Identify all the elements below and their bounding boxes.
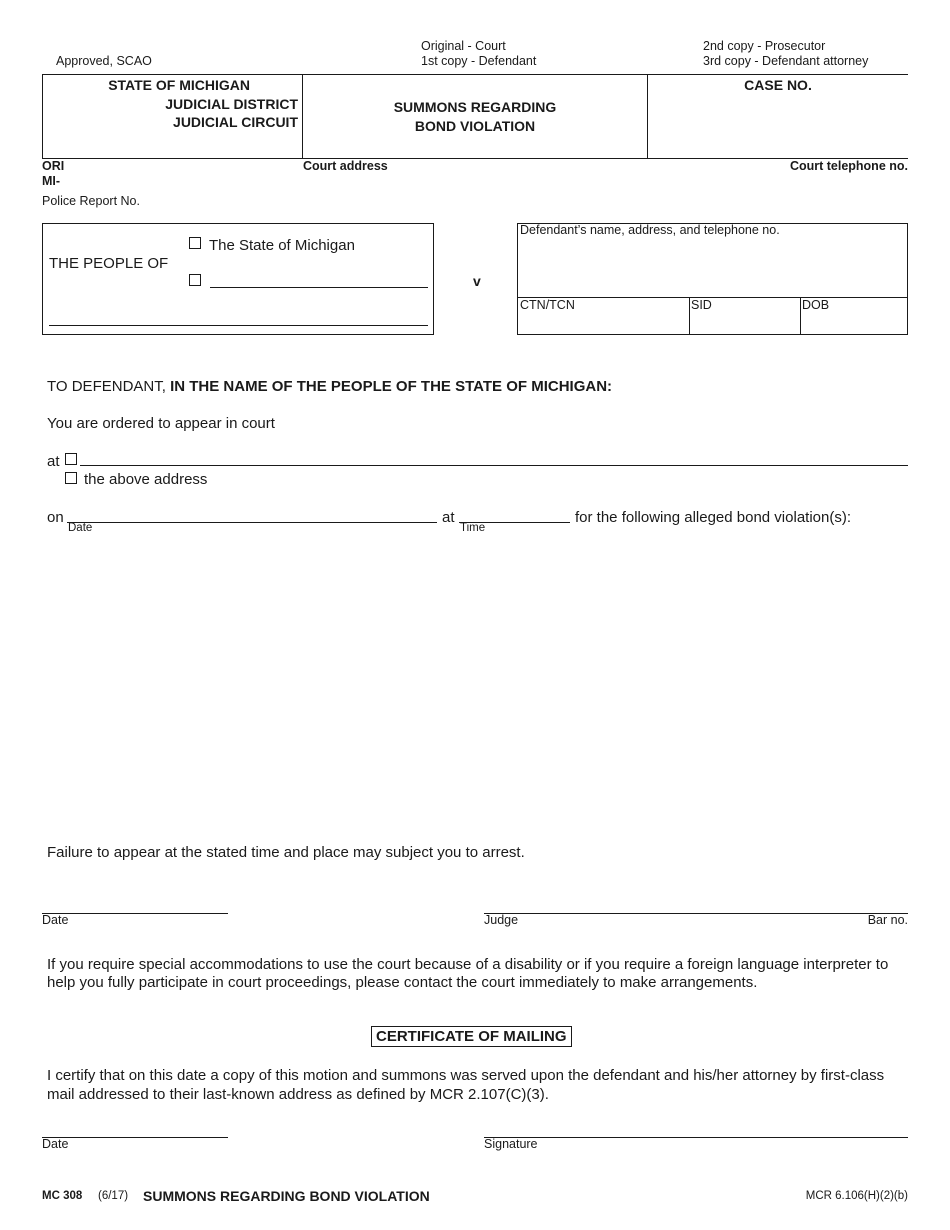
above-address-label: the above address bbox=[84, 471, 208, 488]
certificate-line1: I certify that on this date a copy of this motion and summons was served upon the defendant and his/her attorney by first-class bbox=[47, 1067, 885, 1084]
mailing-signature-line[interactable] bbox=[484, 1137, 908, 1138]
sid-label: SID bbox=[691, 298, 712, 312]
header-divider-1 bbox=[302, 74, 303, 158]
mailing-date-line[interactable] bbox=[42, 1137, 228, 1138]
above-address-checkbox[interactable] bbox=[65, 472, 77, 484]
footer-title: SUMMONS REGARDING BOND VIOLATION bbox=[143, 1188, 430, 1204]
issue-date-line[interactable] bbox=[42, 913, 228, 914]
copy-1st: 1st copy - Defendant bbox=[421, 54, 537, 68]
footer-form-no: MC 308 bbox=[42, 1190, 83, 1202]
mailing-date-label: Date bbox=[42, 1137, 69, 1151]
header-top-rule bbox=[42, 74, 908, 75]
to-defendant-plain: TO DEFENDANT, bbox=[47, 378, 171, 395]
defendant-divider-2 bbox=[800, 297, 801, 335]
judicial-circuit: JUDICIAL CIRCUIT bbox=[173, 114, 298, 130]
case-no-label: CASE NO. bbox=[744, 77, 812, 93]
at-location-line[interactable] bbox=[80, 465, 908, 466]
on-label: on bbox=[47, 509, 64, 526]
date-caption: Date bbox=[68, 522, 93, 534]
time-caption: Time bbox=[460, 522, 486, 534]
failure-to-appear-text: Failure to appear at the stated time and place may subject you to arrest. bbox=[47, 844, 525, 861]
copy-original: Original - Court bbox=[421, 39, 506, 53]
dob-label: DOB bbox=[802, 298, 830, 312]
mailing-signature-label: Signature bbox=[484, 1137, 538, 1151]
form-title-line2: BOND VIOLATION bbox=[414, 118, 536, 134]
people-of-label: THE PEOPLE OF bbox=[49, 255, 169, 272]
state-of-michigan: STATE OF MICHIGAN bbox=[108, 77, 250, 93]
defendant-label: Defendant’s name, address, and telephone no. bbox=[520, 223, 780, 237]
defendant-box bbox=[517, 223, 908, 335]
ordered-to-appear: You are ordered to appear in court bbox=[47, 415, 275, 432]
at-time-label: at bbox=[442, 509, 455, 526]
accommodations-line2: help you fully participate in court proceedings, please contact the court immediately to make arrangements. bbox=[47, 974, 758, 991]
state-of-michigan-checkbox[interactable] bbox=[189, 237, 201, 249]
defendant-row-rule bbox=[517, 297, 908, 298]
state-of-michigan-option: The State of Michigan bbox=[209, 237, 355, 254]
certificate-title: CERTIFICATE OF MAILING bbox=[371, 1026, 572, 1047]
versus-label: v bbox=[473, 273, 481, 289]
at-label: at bbox=[47, 453, 60, 470]
violations-label: for the following alleged bond violation(s): bbox=[575, 509, 851, 526]
court-phone-label: Court telephone no. bbox=[789, 159, 908, 173]
other-plaintiff-line bbox=[210, 287, 428, 288]
other-plaintiff-field[interactable] bbox=[212, 270, 426, 286]
footer-revision: (6/17) bbox=[98, 1190, 129, 1202]
ctn-label: CTN/TCN bbox=[520, 298, 575, 312]
approved-scao: Approved, SCAO bbox=[56, 54, 152, 68]
other-plaintiff-checkbox[interactable] bbox=[189, 274, 201, 286]
certificate-line2: mail addressed to their last-known address as defined by MCR 2.107(C)(3). bbox=[47, 1086, 549, 1103]
mi-label: MI- bbox=[42, 174, 61, 188]
judge-label: Judge bbox=[484, 913, 519, 927]
defendant-divider-1 bbox=[689, 297, 690, 335]
accommodations-line1: If you require special accommodations to use the court because of a disability or if you require a foreign language interpreter to bbox=[47, 956, 889, 973]
court-address-label: Court address bbox=[303, 159, 388, 173]
bar-no-label: Bar no. bbox=[867, 913, 908, 927]
people-of-extra-line bbox=[49, 325, 428, 326]
issue-date-label: Date bbox=[42, 913, 69, 927]
judicial-district: JUDICIAL DISTRICT bbox=[165, 96, 298, 112]
police-report-label: Police Report No. bbox=[42, 194, 140, 208]
to-defendant-line bbox=[47, 378, 612, 395]
footer-rule: MCR 6.106(H)(2)(b) bbox=[805, 1190, 908, 1202]
header-left-border bbox=[42, 74, 43, 158]
copy-3rd: 3rd copy - Defendant attorney bbox=[703, 54, 869, 68]
ori-label: ORI bbox=[42, 159, 65, 173]
to-defendant-bold: IN THE NAME OF THE PEOPLE OF THE STATE OF MICHIGAN: bbox=[170, 378, 613, 395]
at-location-checkbox[interactable] bbox=[65, 453, 77, 465]
case-no-field[interactable] bbox=[660, 100, 900, 152]
violations-area[interactable] bbox=[47, 540, 908, 830]
form-title-line1: SUMMONS REGARDING bbox=[393, 99, 557, 115]
copy-2nd: 2nd copy - Prosecutor bbox=[703, 39, 826, 53]
appearance-date-line[interactable] bbox=[67, 522, 437, 523]
